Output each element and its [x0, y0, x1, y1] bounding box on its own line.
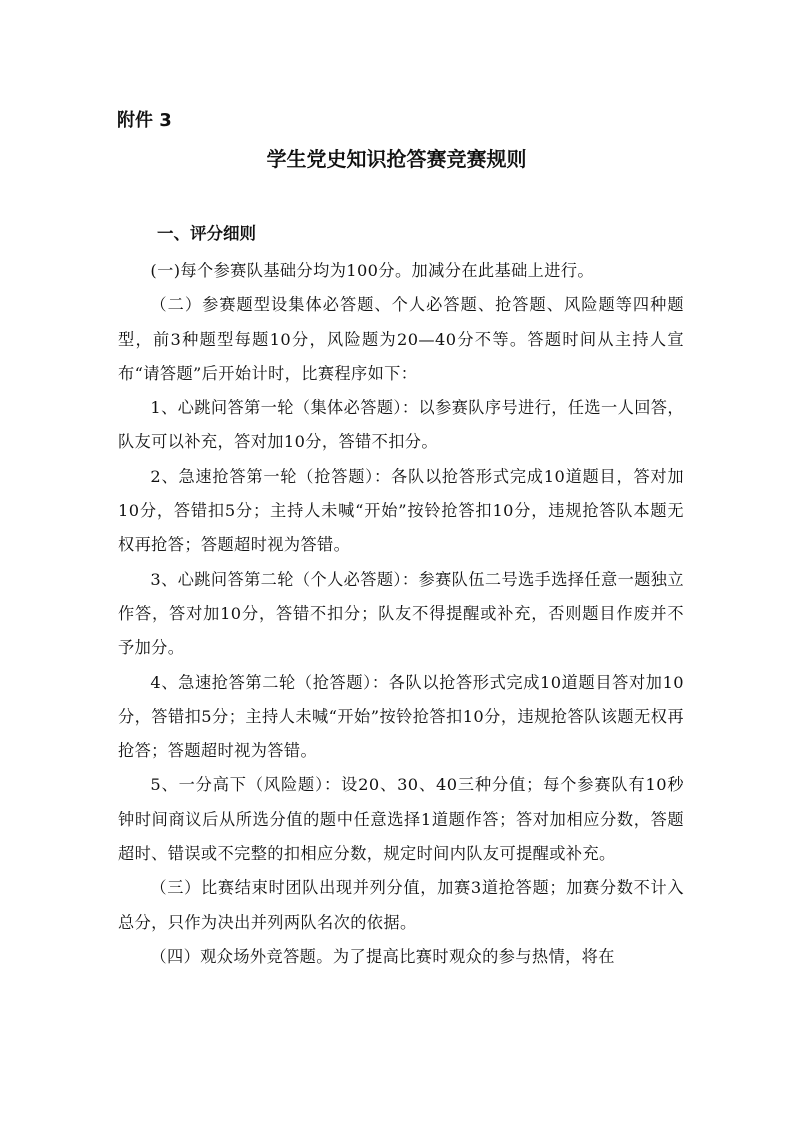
paragraph-round-5: 5、一分高下（风险题）：设20、30、40三种分值；每个参赛队有10秒钟时间商议后从所选分值的题中任意选择1道题作答；答对加相应分数，答题超时、错误或不完整的扣相应分数，规定时间内队友可提醒或补充。	[118, 775, 684, 864]
paragraph-audience: （四）观众场外竞答题。为了提高比赛时观众的参与热情，将在	[150, 946, 615, 966]
paragraph-round-3: 3、心跳问答第二轮（个人必答题）：参赛队伍二号选手选择任意一题独立作答，答对加10分，答错不扣分；队友不得提醒或补充，否则题目作废并不予加分。	[118, 569, 684, 658]
body-text	[118, 254, 684, 974]
paragraph-round-1: 1、心跳问答第一轮（集体必答题）：以参赛队序号进行，任选一人回答，队友可以补充，答对加10分，答错不扣分。	[118, 398, 684, 452]
paragraph-round-4: 4、急速抢答第二轮（抢答题）：各队以抢答形式完成10道题目答对加10分，答错扣5分；主持人未喊“开始”按铃抢答扣10分，违规抢答队该题无权再抢答；答题超时视为答错。	[118, 672, 684, 761]
document-title: 学生党史知识抢答赛竞赛规则	[266, 147, 527, 171]
paragraph-question-types: （二）参赛题型设集体必答题、个人必答题、抢答题、风险题等四种题型，前3种题型每题10分，风险题为20—40分不等。答题时间从主持人宣布“请答题”后开始计时，比赛程序如下：	[118, 295, 684, 383]
section-heading: 一、评分细则	[157, 224, 256, 243]
paragraph-round-2: 2、急速抢答第一轮（抢答题）：各队以抢答形式完成10道题目，答对加10分，答错扣5分；主持人未喊“开始”按铃抢答扣10分，违规抢答队本题无权再抢答；答题超时视为答错。	[118, 466, 684, 555]
paragraph-base-score: (一)每个参赛队基础分均为100分。加减分在此基础上进行。	[150, 261, 595, 280]
paragraph-tiebreak: （三）比赛结束时团队出现并列分值，加赛3道抢答题；加赛分数不计入总分，只作为决出并列两队名次的依据。	[118, 878, 684, 932]
attachment-label: 附件 3	[117, 110, 172, 131]
